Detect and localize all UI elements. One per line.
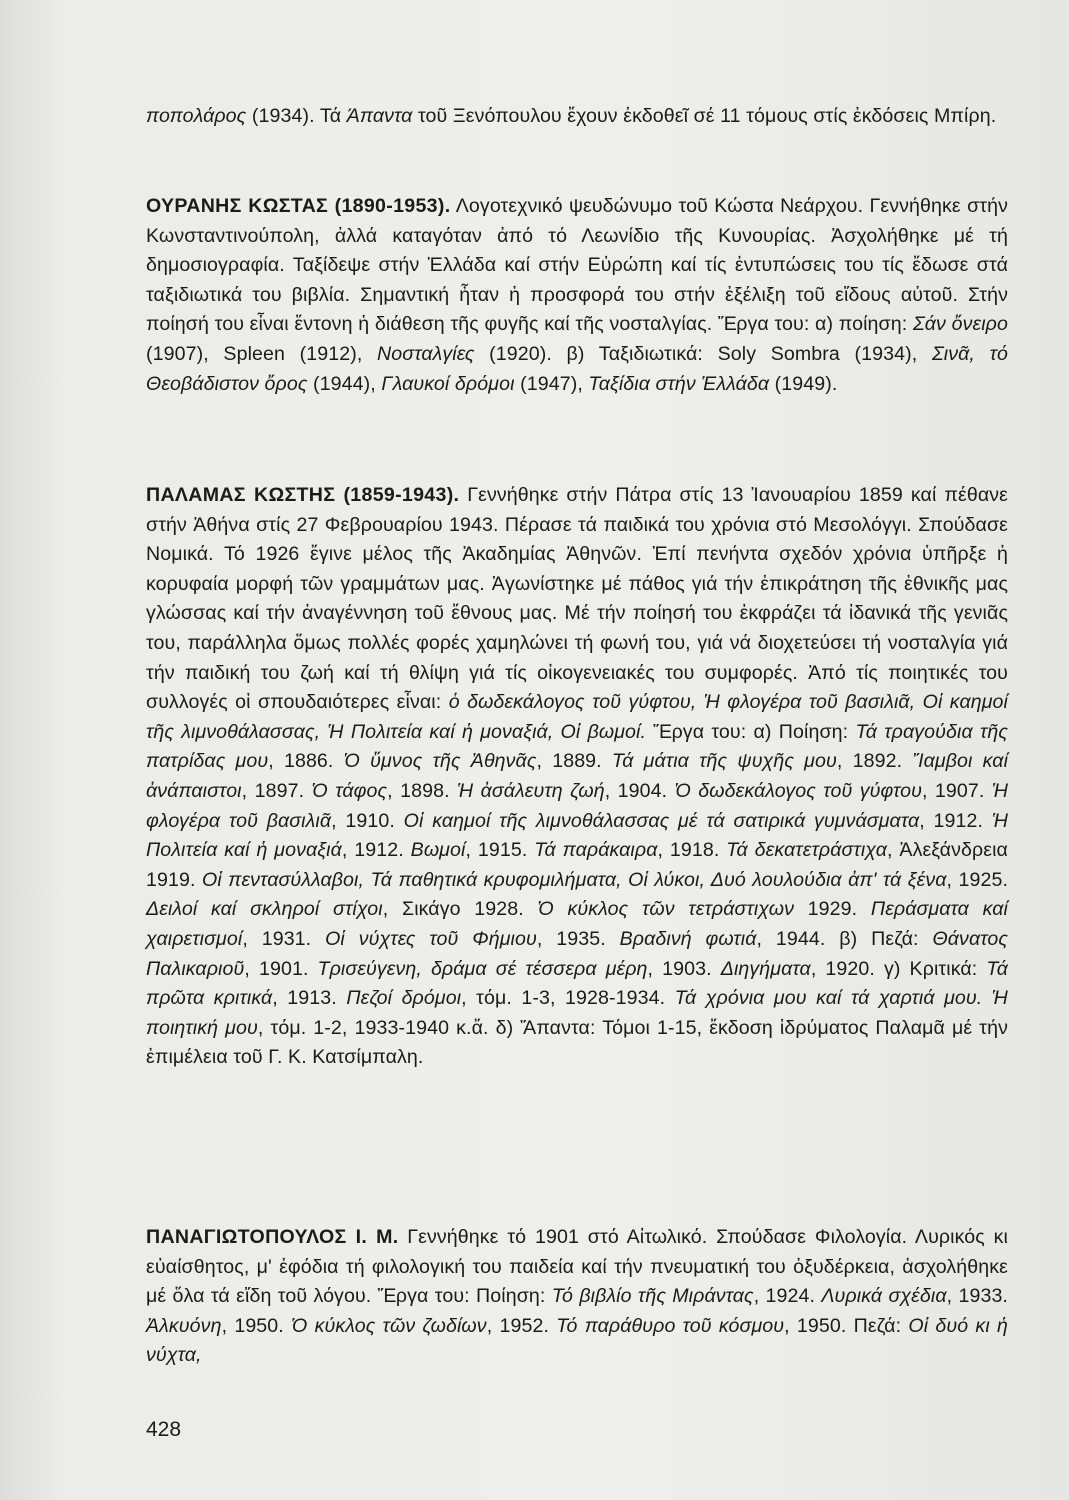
text-run: Γεννήθηκε τό 1901 στό Αἰτωλικό. Σπούδασε Φιλολογία. Λυρικός κι εὐαίσθητος, μ' ἐφόδια τή φιλολογική του παιδεία καί τήν πνευματική του ὀξυδέρκεια, ἀσχολήθηκε μέ ὅλα τά εἴδη τοῦ λόγου. Ἔργα του: Ποίηση: [146, 1226, 1008, 1308]
text-run: , 1889. [536, 750, 612, 773]
italic-title: Σάν ὄνειρο [912, 313, 1008, 336]
italic-title: Τά παράκαιρα [534, 839, 658, 862]
text-run: , 1944. β) Πεζά: [756, 927, 933, 950]
text-run: (1934). Τά [246, 105, 347, 127]
italic-title: Τά πρῶτα κριτικά [146, 957, 1008, 1010]
text-run: , 1907. [921, 779, 992, 802]
text-run: , 1924. [753, 1285, 822, 1308]
italic-title: Οἱ δυό κι ἡ νύχτα, [146, 1314, 1008, 1367]
text-run: , 1898. [387, 779, 458, 802]
text-run: 1929. [794, 898, 871, 921]
italic-title: Βραδινή φωτιά [619, 927, 757, 950]
entry-body [146, 195, 1008, 395]
italic-title: Περάσματα καί χαιρετισμοί [146, 898, 1009, 950]
text-run: , 1952. [486, 1314, 557, 1337]
text-run: , 1915. [465, 839, 535, 862]
text-run: , 1886. [268, 750, 344, 773]
text-run: Ἔργα του: α) Ποίηση: [646, 720, 856, 743]
italic-title: Λυρικά σχέδια [821, 1285, 947, 1308]
italic-title: Οἱ νύχτες τοῦ Φήμιου [325, 927, 537, 950]
entry-heading: ΟΥΡΑΝΗΣ ΚΩΣΤΑΣ (1890-1953). [146, 195, 451, 217]
italic-title: Ὁ κύκλος τῶν τετράστιχων [537, 898, 794, 921]
text-run: , 1920. γ) Κριτικά: [810, 957, 987, 980]
italic-title: Οἱ καημοί τῆς λιμνοθάλασσας μέ τά σατιρικά γυμνάσματα [403, 809, 920, 832]
entry-panagiotopoulos [146, 1223, 1008, 1371]
text-run: , 1912. [919, 809, 992, 832]
italic-title: Τρισεύγενη, δράμα σέ τέσσερα μέρη [317, 957, 648, 980]
text-run: , 1931. [242, 927, 326, 950]
text-run: , 1910. [331, 809, 404, 832]
text-run: , 1933. [946, 1285, 1008, 1308]
italic-title: Άπαντα [346, 105, 413, 127]
text-run: , 1950. [221, 1314, 292, 1337]
italic-title: ποπολάρος [146, 105, 247, 127]
text-run: , 1913. [272, 987, 347, 1010]
page-number: 428 [146, 1418, 182, 1441]
text-run: , 1897. [241, 779, 312, 802]
italic-title: Ἡ Πολιτεία καί ἡ μοναξιά [146, 809, 1008, 862]
text-run: Λογοτεχνικό ψευδώνυμο τοῦ Κώστα Νεάρχου. Γεννήθηκε στήν Κωνσταντινούπολη, ἀλλά καταγόταν ἀπό τό Λεωνίδιο τῆς Κυνουρίας. Ἀσχολήθηκε μέ τή δημοσιογραφία. Ταξίδεψε στήν Ἑλλάδα καί στήν Εὐρώπη καί τίς ἐντυπώσεις του τίς ἔδωσε στά ταξιδιωτικά του βιβλία. Σημαντική ἦταν ἡ προσφορά του στήν ἐξέλιξη τοῦ εἴδους αὐτοῦ. Στήν ποίησή του εἶναι ἔντονη ἡ διάθεση τῆς φυγῆς καί τῆς νοσταλγίας. Ἔργα του: α) ποίηση: [146, 195, 1009, 336]
italic-title: Δειλοί καί σκληροί στίχοι [146, 898, 383, 921]
italic-title: Ἀλκυόνη [146, 1314, 222, 1337]
text-run: (1907), Spleen (1912), [146, 342, 378, 365]
text-run: Γεννήθηκε στήν Πάτρα στίς 13 Ἰανουαρίου 1859 καί πέθανε στήν Ἀθήνα στίς 27 Φεβρουαρίου 1943. Πέρασε τά παιδικά του χρόνια στό Μεσολόγγι. Σπούδασε Νομικά. Τό 1926 ἔγινε μέλος τῆς Ἀκαδημίας Ἀθηνῶν. Ἐπί πενήντα σχεδόν χρόνια ὑπῆρξε ἡ κορυφαία μορφή τῶν γραμμάτων μας. Ἀγωνίστηκε μέ πάθος γιά τήν ἐπικράτηση τῆς ἐθνικῆς μας γλώσσας καί τήν ἀναγέννηση τοῦ ἔθνους μας. Μέ τήν ποίησή του ἐκφράζει τά ἰδανικά τῆς γενιᾶς του, παράλληλα ὅμως πολλές φορές χαμηλώνει τή φωνή του, γιά νά διοχετεύσει τή νοσταλγία γιά τήν παιδική του ζωή καί τή θλίψη γιά τίς οἰκογενειακές του συμφορές. Ἀπό τίς ποιητικές του συλλογές οἱ σπουδαιότερες εἶναι: [146, 484, 1008, 714]
italic-title: Ὁ ὕμνος τῆς Ἀθηνᾶς [343, 750, 537, 773]
italic-title: Γλαυκοί δρόμοι [381, 372, 515, 395]
continuation-paragraph [146, 102, 1008, 132]
italic-title: Ὁ δωδεκάλογος τοῦ γύφτου [674, 779, 922, 802]
italic-title: Τό βιβλίο τῆς Μιράντας [551, 1285, 754, 1308]
italic-title: Ἡ ἀσάλευτη ζωή [457, 779, 605, 802]
italic-title: Τά μάτια τῆς ψυχῆς μου [611, 750, 837, 773]
italic-title: Τό παράθυρο τοῦ κόσμου [556, 1314, 785, 1337]
entry-heading: ΠΑΝΑΓΙΩΤΟΠΟΥΛΟΣ Ι. Μ. [146, 1226, 399, 1248]
italic-title: Ἡ φλογέρα τοῦ βασιλιᾶ [146, 779, 1009, 832]
italic-title: Ὁ κύκλος τῶν ζωδίων [291, 1314, 487, 1337]
italic-title: Τά τραγούδια τῆς πατρίδας μου [146, 720, 1008, 773]
italic-title: Θάνατος Παλικαριοῦ [146, 927, 1009, 980]
text-run: , 1925. [946, 868, 1009, 891]
text-run: , 1912. [341, 839, 411, 862]
italic-title: Νοσταλγίες [377, 342, 475, 365]
entry-heading: ΠΑΛΑΜΑΣ ΚΩΣΤΗΣ (1859-1943). [146, 484, 460, 506]
italic-title: ὁ δωδεκάλογος τοῦ γύφτου, Ἡ φλογέρα τοῦ βασιλιᾶ, Οἱ καημοί τῆς λιμνοθάλασσας, Ἡ Πολιτεία καί ἡ μοναξιά, Οἱ βωμοί. [146, 691, 1008, 743]
text-run: , τόμ. 1-3, 1928-1934. [461, 987, 675, 1010]
entry-ouranis [146, 192, 1008, 399]
text-run: , 1904. [604, 779, 675, 802]
text-run: , 1901. [244, 957, 318, 980]
italic-title: Σινᾶ, τό Θεοβάδιστον ὄρος [146, 342, 1008, 395]
italic-title: Ὁ τάφος [311, 779, 388, 802]
italic-title: Οἱ πεντασύλλαβοι, Τά παθητικά κρυφομιλήματα, Οἱ λύκοι, Δυό λουλούδια ἀπ' τά ξένα [201, 868, 947, 891]
italic-title: Διηγήματα [720, 957, 811, 980]
text-run: τοῦ Ξενόπουλου ἔχουν ἐκδοθεῖ σέ 11 τόμους στίς ἐκδόσεις Μπίρη. [412, 105, 997, 127]
text-run: (1949). [769, 372, 838, 395]
text-run: (1920). β) Ταξιδιωτικά: Soly Sombra (1934), [474, 342, 932, 365]
italic-title: Πεζοί δρόμοι [346, 987, 462, 1010]
entry-body [146, 484, 1008, 1068]
text-run: (1944), [307, 372, 382, 395]
text-run: , 1935. [536, 927, 620, 950]
text-run: , 1892. [836, 750, 913, 773]
text-run: , Σικάγο 1928. [382, 898, 538, 921]
text-run: , 1950. Πεζά: [784, 1314, 909, 1337]
italic-title: Ταξίδια στήν Ἑλλάδα [588, 372, 770, 395]
italic-title: Τά χρόνια μου καί τά χαρτιά μου. Ἡ ποιητική μου [146, 987, 1008, 1039]
text-run: , Ἀλεξάνδρεια 1919. [146, 839, 1008, 891]
italic-title: Ἴαμβοι καί ἀνάπαιστοι [146, 750, 1009, 802]
italic-title: Βωμοί [410, 839, 466, 862]
text-run: (1947), [514, 372, 589, 395]
text-run: , 1903. [647, 957, 721, 980]
entry-palamas [146, 481, 1008, 1073]
text-run: , 1918. [657, 839, 727, 862]
text-run: , τόμ. 1-2, 1933-1940 κ.ἄ. δ) Ἅπαντα: Τόμοι 1-15, ἔκδοση ἱδρύματος Παλαμᾶ μέ τήν ἐπιμέλεια τοῦ Γ. Κ. Κατσίμπαλη. [146, 1016, 1008, 1069]
italic-title: Τά δεκατετράστιχα [726, 839, 888, 862]
